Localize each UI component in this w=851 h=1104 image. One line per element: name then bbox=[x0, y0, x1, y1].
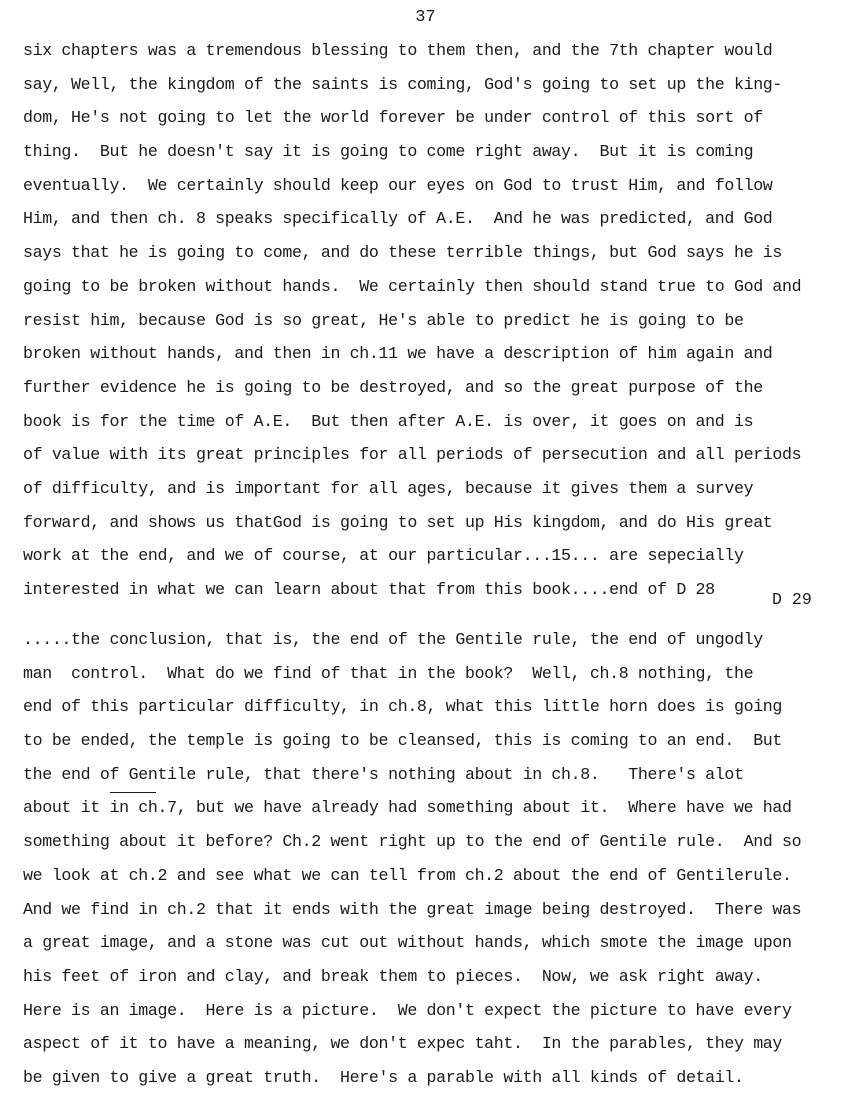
text-line: interested in what we can learn about that from this book....end of D 28 bbox=[23, 580, 715, 599]
text-line: thing. But he doesn't say it is going to come right away. But it is coming bbox=[23, 142, 754, 162]
text-line: broken without hands, and then in ch.11 we have a description of him again and bbox=[23, 344, 773, 364]
text-line: going to be broken without hands. We certainly then should stand true to God and bbox=[23, 276, 802, 296]
text-line: about it in ch.7, but we have already had something about it. Where have we had bbox=[23, 798, 792, 818]
text-line: Him, and then ch. 8 speaks specifically of A.E. And he was predicted, and God bbox=[23, 209, 773, 229]
text-line: something about it before? Ch.2 went right up to the end of Gentile rule. And so bbox=[23, 832, 802, 852]
text-line: dom, He's not going to let the world forever be under control of this sort of bbox=[23, 108, 763, 128]
text-line: say, Well, the kingdom of the saints is coming, God's going to set up the king- bbox=[23, 74, 783, 94]
text-line: be given to give a great truth. Here's a parable with all kinds of detail. bbox=[23, 1067, 744, 1087]
text-line: his feet of iron and clay, and break them to pieces. Now, we ask right away. bbox=[23, 966, 763, 986]
text-line: says that he is going to come, and do these terrible things, but God says he is bbox=[23, 243, 783, 263]
text-line: six chapters was a tremendous blessing to them then, and the 7th chapter would bbox=[23, 41, 773, 60]
text-line: work at the end, and we of course, at our particular...15... are sepecially bbox=[23, 546, 744, 566]
text-line: of difficulty, and is important for all ages, because it gives them a survey bbox=[23, 478, 754, 498]
text-line: the end of Gentile rule, that there's nothing about in ch.8. There's alot bbox=[23, 764, 744, 784]
text-line: Here is an image. Here is a picture. We don't expect the picture to have every bbox=[23, 1000, 792, 1020]
pen-underline-mark bbox=[110, 792, 156, 793]
text-line: of value with its great principles for all periods of persecution and all periods bbox=[23, 445, 802, 465]
transcript-section-d28 bbox=[23, 34, 843, 607]
text-line: to be ended, the temple is going to be cleansed, this is coming to an end. But bbox=[23, 731, 783, 751]
text-line: further evidence he is going to be destroyed, and so the great purpose of the bbox=[23, 377, 763, 397]
text-line: resist him, because God is so great, He's able to predict he is going to be bbox=[23, 310, 744, 330]
text-line: forward, and shows us thatGod is going to set up His kingdom, and do His great bbox=[23, 512, 773, 532]
text-line: we look at ch.2 and see what we can tell from ch.2 about the end of Gentilerule. bbox=[23, 865, 792, 885]
transcript-section-d29 bbox=[23, 623, 843, 1095]
text-line: aspect of it to have a meaning, we don't expec taht. In the parables, they may bbox=[23, 1034, 783, 1054]
text-line: a great image, and a stone was cut out without hands, which smote the image upon bbox=[23, 933, 792, 953]
page-number: 37 bbox=[415, 8, 436, 27]
text-line: .....the conclusion, that is, the end of the Gentile rule, the end of ungodly bbox=[23, 630, 763, 649]
text-line: book is for the time of A.E. But then after A.E. is over, it goes on and is bbox=[23, 411, 754, 431]
text-line: man control. What do we find of that in the book? Well, ch.8 nothing, the bbox=[23, 663, 754, 683]
section-marker: D 29 bbox=[772, 590, 812, 609]
text-line: And we find in ch.2 that it ends with the great image being destroyed. There was bbox=[23, 899, 802, 919]
text-line: end of this particular difficulty, in ch.8, what this little horn does is going bbox=[23, 697, 783, 717]
text-line: eventually. We certainly should keep our eyes on God to trust Him, and follow bbox=[23, 175, 773, 195]
